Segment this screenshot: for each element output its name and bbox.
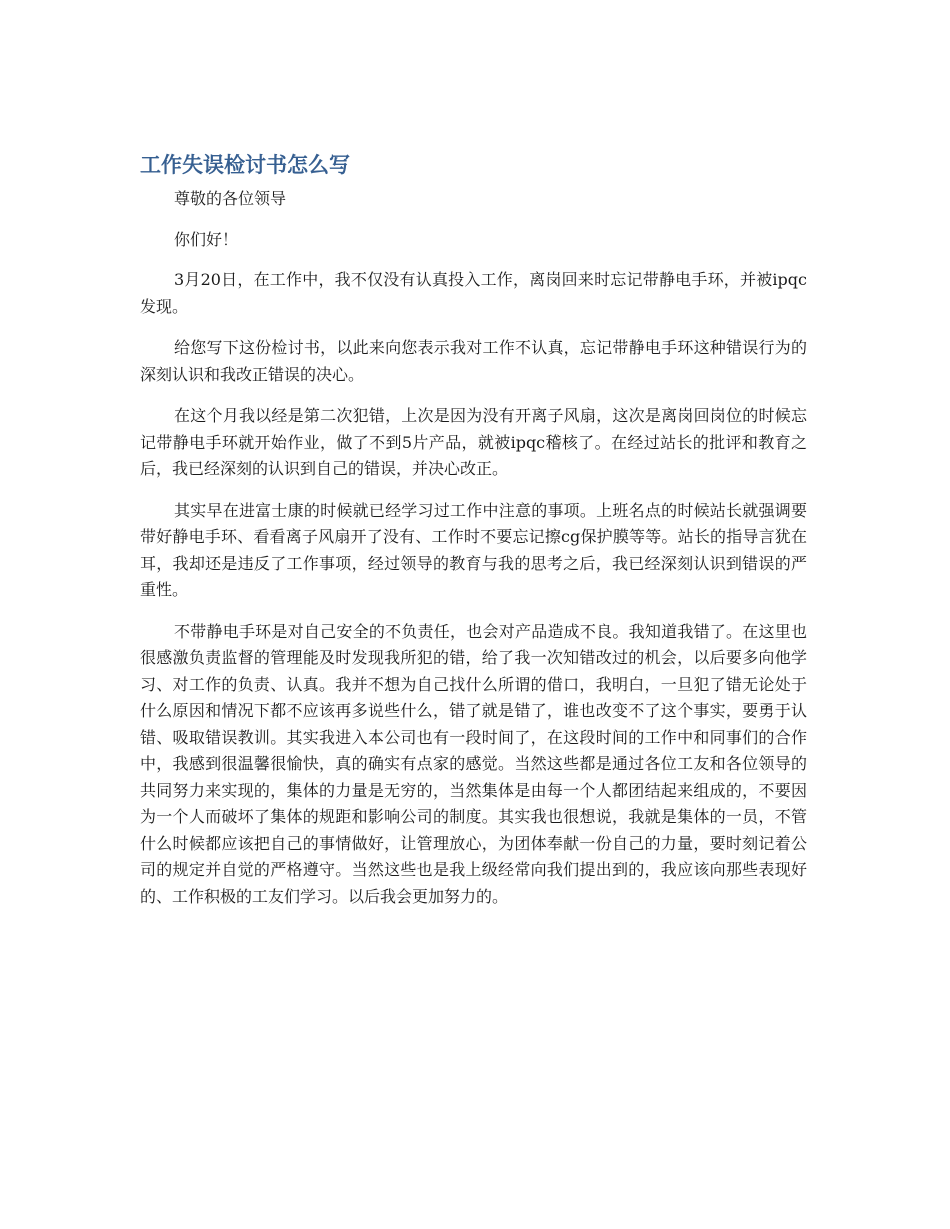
paragraph-purpose: 给您写下这份检讨书，以此来向您表示我对工作不认真，忘记带静电手环这种错误行为的深刻认识和我改正错误的决心。 [140, 338, 807, 384]
salutation: 尊敬的各位领导 [174, 189, 287, 208]
paragraph-training: 其实早在进富士康的时候就已经学习过工作中注意的事项。上班名点的时候站长就强调要带好静电手环、看看离子风扇开了没有、工作时不要忘记擦cg保护膜等等。站长的指导言犹在耳，我却还是违反了工作事项，经过领导的教育与我的思考之后，我已经深刻认识到错误的严重性。 [140, 500, 807, 599]
paragraph-incident: 3月20日，在工作中，我不仅没有认真投入工作，离岗回来时忘记带静电手环，并被ipqc发现。 [140, 270, 807, 316]
paragraph-repeat-offense: 在这个月我以经是第二次犯错，上次是因为没有开离子风扇，这次是离岗回岗位的时候忘记带静电手环就开始作业，做了不到5片产品，就被ipqc稽核了。在经过站长的批评和教育之后，我已经深刻的认识到自己的错误，并决心改正。 [140, 406, 807, 478]
paragraph-reflection: 不带静电手环是对自己安全的不负责任，也会对产品造成不良。我知道我错了。在这里也很感激负责监督的管理能及时发现我所犯的错，给了我一次知错改过的机会，以后要多向他学习、对工作的负责、认真。我并不想为自己找什么所谓的借口，我明白，一旦犯了错无论处于什么原因和情况下都不应该再多说些什么，错了就是错了，谁也改变不了这个事实，要勇于认错、吸取错误教训。其实我进入本公司也有一段时间了，在这段时间的工作中和同事们的合作中，我感到很温馨很愉快，真的确实有点家的感觉。当然这些都是通过各位工友和各位领导的共同努力来实现的，集体的力量是无穷的，当然集体是由每一个人都团结起来组成的，不要因为一个人而破坏了集体的规距和影响公司的制度。其实我也很想说，我就是集体的一员，不管什么时候都应该把自己的事情做好，让管理放心，为团体奉献一份自己的力量，要时刻记着公司的规定并自觉的严格遵守。当然这些也是我上级经常向我们提出到的，我应该向那些表现好的、工作积极的工友们学习。以后我会更加努力的。 [140, 621, 807, 906]
document-title: 工作失误检讨书怎么写 [140, 153, 350, 177]
greeting: 你们好！ [174, 229, 239, 249]
document-page [140, 150, 807, 925]
